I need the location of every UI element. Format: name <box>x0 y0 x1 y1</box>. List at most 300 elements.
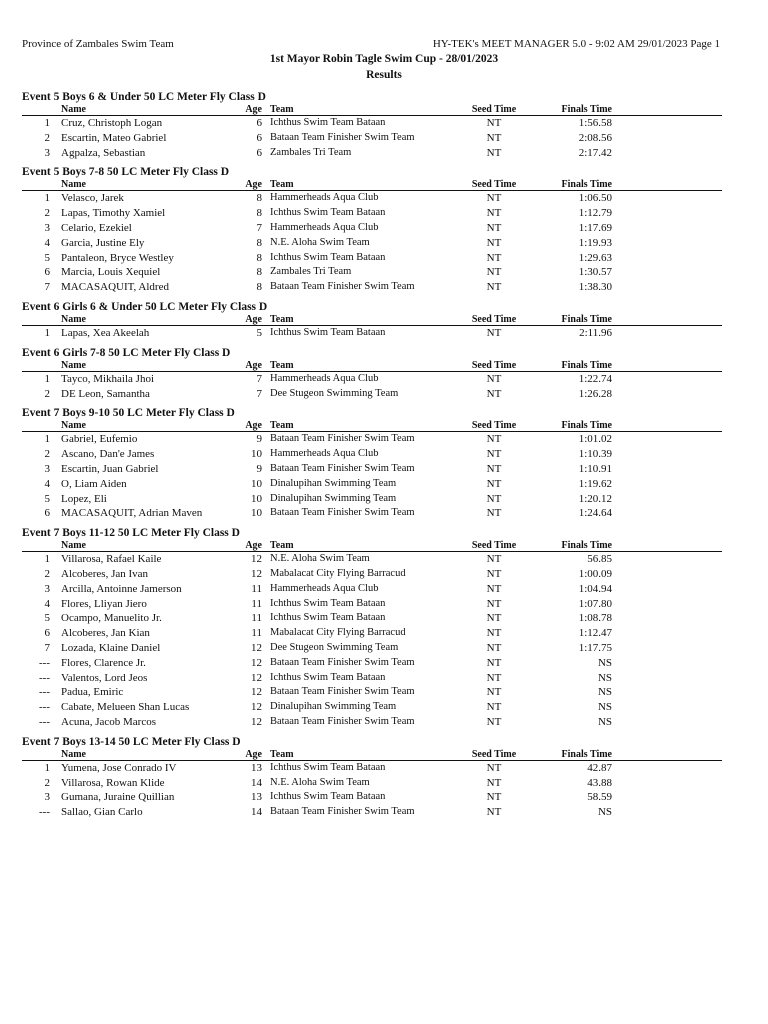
place-cell: 1 <box>44 433 50 446</box>
place-cell: 4 <box>44 597 50 610</box>
column-seed-header: Seed Time <box>471 179 517 191</box>
event-section <box>0 526 768 730</box>
team-cell: Ichthus Swim Team Bataan <box>270 251 386 263</box>
column-header <box>22 360 722 372</box>
column-name-header: Name <box>61 313 86 325</box>
table-row <box>0 326 768 341</box>
finals-time-cell: 1:17.69 <box>578 221 612 234</box>
seed-time-cell: NT <box>486 553 502 566</box>
age-cell: 12 <box>251 641 262 654</box>
team-cell: Mabalacat City Flying Barracud <box>270 567 406 579</box>
table-row <box>0 761 768 776</box>
column-seed-header: Seed Time <box>471 104 517 115</box>
table-row <box>0 116 768 131</box>
age-cell: 12 <box>251 553 262 566</box>
event-section <box>0 735 768 820</box>
column-header <box>22 420 722 432</box>
event-section <box>0 90 768 160</box>
age-cell: 9 <box>256 462 262 475</box>
age-cell: 10 <box>251 507 262 520</box>
table-row <box>0 265 768 280</box>
finals-time-cell: NS <box>597 806 612 819</box>
finals-time-cell: NS <box>597 671 612 684</box>
finals-time-cell: 1:29.63 <box>578 251 612 264</box>
seed-time-cell: NT <box>486 806 502 819</box>
column-seed-header: Seed Time <box>471 540 517 552</box>
swimmer-name-cell: Flores, Clarence Jr. <box>61 656 146 669</box>
place-cell: --- <box>39 686 50 699</box>
finals-time-cell: 1:24.64 <box>578 507 612 520</box>
team-cell: Bataan Team Finisher Swim Team <box>270 806 415 818</box>
event-section <box>0 300 768 341</box>
results-heading: Results <box>366 69 402 81</box>
table-row <box>0 671 768 686</box>
team-cell: Bataan Team Finisher Swim Team <box>270 715 415 727</box>
swimmer-name-cell: Velasco, Jarek <box>61 192 124 205</box>
age-cell: 8 <box>256 192 262 205</box>
place-cell: --- <box>39 656 50 669</box>
finals-time-cell: 1:07.80 <box>578 597 612 610</box>
place-cell: 1 <box>44 117 50 129</box>
finals-time-cell: 1:19.62 <box>578 477 612 490</box>
team-cell: Ichthus Swim Team Bataan <box>270 326 386 338</box>
place-cell: 1 <box>44 372 50 385</box>
finals-time-cell: NS <box>597 656 612 669</box>
column-age-header: Age <box>245 313 262 325</box>
seed-time-cell: NT <box>486 715 502 728</box>
place-cell: 6 <box>44 507 50 520</box>
seed-time-cell: NT <box>486 686 502 699</box>
team-cell: Bataan Team Finisher Swim Team <box>270 462 415 474</box>
column-team-header: Team <box>270 104 294 115</box>
seed-time-cell: NT <box>486 192 502 205</box>
table-row <box>0 477 768 492</box>
finals-time-cell: 2:11.96 <box>579 326 612 339</box>
place-cell: 3 <box>44 582 50 595</box>
software-info: HY-TEK's MEET MANAGER 5.0 - 9:02 AM 29/01/2023 Page 1 <box>432 38 720 50</box>
place-cell: 1 <box>44 553 50 566</box>
column-age-header: Age <box>245 748 262 760</box>
team-cell: Bataan Team Finisher Swim Team <box>270 433 415 445</box>
column-team-header: Team <box>270 359 294 371</box>
team-cell: Hammerheads Aqua Club <box>270 192 379 204</box>
meet-title: 1st Mayor Robin Tagle Swim Cup - 28/01/2023 <box>269 53 499 65</box>
seed-time-cell: NT <box>486 567 502 580</box>
column-name-header: Name <box>61 540 86 552</box>
table-row <box>0 641 768 656</box>
seed-time-cell: NT <box>486 641 502 654</box>
column-team-header: Team <box>270 179 294 191</box>
seed-time-cell: NT <box>486 701 502 714</box>
event-section <box>0 165 768 295</box>
event-title: Event 6 Girls 6 & Under 50 LC Meter Fly Class D <box>22 300 268 313</box>
finals-time-cell: 1:38.30 <box>578 281 612 294</box>
age-cell: 8 <box>256 266 262 279</box>
column-finals-header: Finals Time <box>561 313 612 325</box>
place-cell: 4 <box>44 477 50 490</box>
table-row <box>0 492 768 507</box>
swimmer-name-cell: Lozada, Klaine Daniel <box>61 641 161 654</box>
finals-time-cell: 1:56.58 <box>578 117 612 129</box>
age-cell: 11 <box>251 627 262 640</box>
place-cell: --- <box>39 806 50 819</box>
swimmer-name-cell: Alcoberes, Jan Ivan <box>61 567 149 580</box>
age-cell: 12 <box>251 671 262 684</box>
column-seed-header: Seed Time <box>471 748 517 760</box>
age-cell: 11 <box>251 582 262 595</box>
column-finals-header: Finals Time <box>561 104 612 115</box>
swimmer-name-cell: Escartin, Juan Gabriel <box>61 462 159 475</box>
age-cell: 10 <box>251 448 262 461</box>
seed-time-cell: NT <box>486 477 502 490</box>
place-cell: 3 <box>44 221 50 234</box>
team-cell: Hammerheads Aqua Club <box>270 448 379 460</box>
place-cell: 2 <box>44 387 50 400</box>
table-row <box>0 700 768 715</box>
place-cell: 6 <box>44 627 50 640</box>
finals-time-cell: 58.59 <box>587 791 612 804</box>
age-cell: 8 <box>256 236 262 249</box>
table-row <box>0 221 768 236</box>
team-cell: Mabalacat City Flying Barracud <box>270 627 406 639</box>
table-row <box>0 280 768 295</box>
seed-time-cell: NT <box>486 627 502 640</box>
finals-time-cell: 1:26.28 <box>578 387 612 400</box>
event-title: Event 5 Boys 6 & Under 50 LC Meter Fly Class D <box>22 91 266 103</box>
table-row <box>0 805 768 820</box>
finals-time-cell: 42.87 <box>587 761 612 774</box>
column-name-header: Name <box>61 420 86 432</box>
seed-time-cell: NT <box>486 117 502 129</box>
swimmer-name-cell: Villarosa, Rowan Klide <box>61 776 165 789</box>
finals-time-cell: 2:17.42 <box>578 146 612 159</box>
team-cell: Hammerheads Aqua Club <box>270 372 379 384</box>
swimmer-name-cell: Gabriel, Eufemio <box>61 433 138 446</box>
age-cell: 11 <box>251 597 262 610</box>
swimmer-name-cell: DE Leon, Samantha <box>61 387 150 400</box>
place-cell: 5 <box>44 251 50 264</box>
swimmer-name-cell: Marcia, Louis Xequiel <box>61 266 161 279</box>
table-row <box>0 432 768 447</box>
swimmer-name-cell: Alcoberes, Jan Kian <box>61 627 150 640</box>
column-team-header: Team <box>270 420 294 432</box>
finals-time-cell: NS <box>597 686 612 699</box>
column-finals-header: Finals Time <box>561 359 612 371</box>
finals-time-cell: 2:08.56 <box>578 131 612 144</box>
team-cell: N.E. Aloha Swim Team <box>270 553 370 565</box>
age-cell: 8 <box>256 281 262 294</box>
team-cell: Dinalupihan Swimming Team <box>270 477 397 489</box>
place-cell: 1 <box>44 192 50 205</box>
column-team-header: Team <box>270 313 294 325</box>
swimmer-name-cell: Acuna, Jacob Marcos <box>61 715 156 728</box>
age-cell: 6 <box>256 131 262 144</box>
seed-time-cell: NT <box>486 776 502 789</box>
place-cell: 2 <box>44 131 50 144</box>
column-age-header: Age <box>245 179 262 191</box>
swimmer-name-cell: Villarosa, Rafael Kaile <box>61 553 162 566</box>
table-row <box>0 790 768 805</box>
finals-time-cell: 1:12.79 <box>578 207 612 220</box>
seed-time-cell: NT <box>486 251 502 264</box>
finals-time-cell: 1:10.91 <box>578 462 612 475</box>
column-header <box>22 104 722 116</box>
team-cell: Ichthus Swim Team Bataan <box>270 791 386 803</box>
team-cell: Dinalupihan Swimming Team <box>270 701 397 713</box>
age-cell: 8 <box>256 207 262 220</box>
club-name: Province of Zambales Swim Team <box>22 38 174 50</box>
swimmer-name-cell: Lapas, Xea Akeelah <box>61 326 150 339</box>
team-cell: Ichthus Swim Team Bataan <box>270 671 386 683</box>
age-cell: 12 <box>251 567 262 580</box>
swimmer-name-cell: O, Liam Aiden <box>61 477 127 490</box>
age-cell: 12 <box>251 701 262 714</box>
table-row <box>0 611 768 626</box>
finals-time-cell: 1:22.74 <box>578 372 612 385</box>
table-row <box>0 236 768 251</box>
place-cell: --- <box>39 715 50 728</box>
team-cell: Bataan Team Finisher Swim Team <box>270 281 415 293</box>
seed-time-cell: NT <box>486 507 502 520</box>
place-cell: 3 <box>44 146 50 159</box>
team-cell: Bataan Team Finisher Swim Team <box>270 131 415 143</box>
finals-time-cell: 1:19.93 <box>578 236 612 249</box>
seed-time-cell: NT <box>486 326 502 339</box>
finals-time-cell: 1:04.94 <box>578 582 612 595</box>
table-row <box>0 191 768 206</box>
seed-time-cell: NT <box>486 146 502 159</box>
seed-time-cell: NT <box>486 387 502 400</box>
finals-time-cell: 1:30.57 <box>578 266 612 279</box>
finals-time-cell: NS <box>597 715 612 728</box>
finals-time-cell: 56.85 <box>587 553 612 566</box>
seed-time-cell: NT <box>486 433 502 446</box>
finals-time-cell: 1:12.47 <box>578 627 612 640</box>
swimmer-name-cell: Arcilla, Antoinne Jamerson <box>61 582 182 595</box>
swimmer-name-cell: Valentos, Lord Jeos <box>61 671 148 684</box>
age-cell: 9 <box>256 433 262 446</box>
age-cell: 14 <box>251 806 262 819</box>
seed-time-cell: NT <box>486 492 502 505</box>
table-row <box>0 552 768 567</box>
seed-time-cell: NT <box>486 236 502 249</box>
finals-time-cell: 1:01.02 <box>578 433 612 446</box>
age-cell: 7 <box>256 387 262 400</box>
column-finals-header: Finals Time <box>561 420 612 432</box>
seed-time-cell: NT <box>486 221 502 234</box>
place-cell: 2 <box>44 448 50 461</box>
seed-time-cell: NT <box>486 761 502 774</box>
table-row <box>0 447 768 462</box>
seed-time-cell: NT <box>486 266 502 279</box>
swimmer-name-cell: Gumana, Juraine Quillian <box>61 791 175 804</box>
table-row <box>0 387 768 402</box>
column-finals-header: Finals Time <box>561 540 612 552</box>
column-name-header: Name <box>61 359 86 371</box>
age-cell: 10 <box>251 492 262 505</box>
place-cell: 2 <box>44 567 50 580</box>
swimmer-name-cell: MACASAQUIT, Adrian Maven <box>61 507 203 520</box>
swimmer-name-cell: Agpalza, Sebastian <box>61 146 146 159</box>
table-row <box>0 715 768 730</box>
age-cell: 12 <box>251 715 262 728</box>
column-seed-header: Seed Time <box>471 313 517 325</box>
place-cell: 7 <box>44 281 50 294</box>
event-title: Event 6 Girls 7-8 50 LC Meter Fly Class D <box>22 346 231 359</box>
swimmer-name-cell: Padua, Emiric <box>61 686 124 699</box>
place-cell: 7 <box>44 641 50 654</box>
seed-time-cell: NT <box>486 582 502 595</box>
table-row <box>0 626 768 641</box>
swimmer-name-cell: Lopez, Eli <box>61 492 107 505</box>
team-cell: Ichthus Swim Team Bataan <box>270 597 386 609</box>
team-cell: Bataan Team Finisher Swim Team <box>270 656 415 668</box>
finals-time-cell: 1:08.78 <box>578 612 612 625</box>
age-cell: 6 <box>256 117 262 129</box>
column-header <box>22 749 722 761</box>
column-seed-header: Seed Time <box>471 359 517 371</box>
seed-time-cell: NT <box>486 597 502 610</box>
seed-time-cell: NT <box>486 281 502 294</box>
place-cell: 3 <box>44 791 50 804</box>
column-age-header: Age <box>245 420 262 432</box>
column-name-header: Name <box>61 179 86 191</box>
event-section <box>0 406 768 521</box>
event-title: Event 5 Boys 7-8 50 LC Meter Fly Class D <box>22 166 230 179</box>
team-cell: Dee Stugeon Swimming Team <box>270 387 399 399</box>
age-cell: 13 <box>251 761 262 774</box>
team-cell: Hammerheads Aqua Club <box>270 221 379 233</box>
finals-time-cell: 1:20.12 <box>578 492 612 505</box>
team-cell: Ichthus Swim Team Bataan <box>270 117 386 128</box>
age-cell: 8 <box>256 251 262 264</box>
event-title: Event 7 Boys 11-12 50 LC Meter Fly Class D <box>22 527 240 540</box>
table-row <box>0 146 768 161</box>
swimmer-name-cell: Tayco, Mikhaila Jhoi <box>61 372 155 385</box>
finals-time-cell: 1:00.09 <box>578 567 612 580</box>
place-cell: 5 <box>44 612 50 625</box>
table-row <box>0 131 768 146</box>
swimmer-name-cell: Garcia, Justine Ely <box>61 236 145 249</box>
column-finals-header: Finals Time <box>561 179 612 191</box>
finals-time-cell: 1:17.75 <box>578 641 612 654</box>
finals-time-cell: 43.88 <box>587 776 612 789</box>
swimmer-name-cell: MACASAQUIT, Aldred <box>61 281 169 294</box>
team-cell: Ichthus Swim Team Bataan <box>270 761 386 773</box>
column-seed-header: Seed Time <box>471 420 517 432</box>
column-name-header: Name <box>61 748 86 760</box>
age-cell: 7 <box>256 221 262 234</box>
age-cell: 7 <box>256 372 262 385</box>
swimmer-name-cell: Cabate, Melueen Shan Lucas <box>61 701 190 714</box>
column-header <box>22 179 722 191</box>
column-age-header: Age <box>245 540 262 552</box>
seed-time-cell: NT <box>486 671 502 684</box>
age-cell: 5 <box>256 326 262 339</box>
column-finals-header: Finals Time <box>561 748 612 760</box>
place-cell: --- <box>39 671 50 684</box>
swimmer-name-cell: Sallao, Gian Carlo <box>61 806 143 819</box>
table-row <box>0 597 768 612</box>
seed-time-cell: NT <box>486 612 502 625</box>
column-age-header: Age <box>245 104 262 115</box>
team-cell: Dee Stugeon Swimming Team <box>270 641 399 653</box>
team-cell: Ichthus Swim Team Bataan <box>270 207 386 219</box>
column-header <box>22 314 722 326</box>
team-cell: Bataan Team Finisher Swim Team <box>270 507 415 519</box>
team-cell: Bataan Team Finisher Swim Team <box>270 686 415 698</box>
table-row <box>0 567 768 582</box>
table-row <box>0 582 768 597</box>
age-cell: 10 <box>251 477 262 490</box>
place-cell: 1 <box>44 761 50 774</box>
finals-time-cell: 1:06.50 <box>578 192 612 205</box>
event-title: Event 7 Boys 9-10 50 LC Meter Fly Class D <box>22 407 235 420</box>
place-cell: 5 <box>44 492 50 505</box>
finals-time-cell: NS <box>597 701 612 714</box>
age-cell: 12 <box>251 656 262 669</box>
column-name-header: Name <box>61 104 86 115</box>
swimmer-name-cell: Pantaleon, Bryce Westley <box>61 251 174 264</box>
team-cell: Zambales Tri Team <box>270 146 352 158</box>
age-cell: 6 <box>256 146 262 159</box>
finals-time-cell: 1:10.39 <box>578 448 612 461</box>
events-list <box>0 90 768 825</box>
place-cell: 6 <box>44 266 50 279</box>
team-cell: N.E. Aloha Swim Team <box>270 776 370 788</box>
swimmer-name-cell: Lapas, Timothy Xamiel <box>61 207 166 220</box>
swimmer-name-cell: Yumena, Jose Conrado IV <box>61 761 177 774</box>
column-age-header: Age <box>245 359 262 371</box>
swimmer-name-cell: Ocampo, Manuelito Jr. <box>61 612 162 625</box>
table-row <box>0 372 768 387</box>
event-title: Event 7 Boys 13-14 50 LC Meter Fly Class D <box>22 735 241 748</box>
team-cell: Zambales Tri Team <box>270 266 352 278</box>
age-cell: 12 <box>251 686 262 699</box>
age-cell: 13 <box>251 791 262 804</box>
table-row <box>0 251 768 266</box>
seed-time-cell: NT <box>486 207 502 220</box>
seed-time-cell: NT <box>486 462 502 475</box>
column-team-header: Team <box>270 748 294 760</box>
place-cell: 4 <box>44 236 50 249</box>
column-team-header: Team <box>270 540 294 552</box>
seed-time-cell: NT <box>486 448 502 461</box>
event-section <box>0 346 768 402</box>
team-cell: Dinalupihan Swimming Team <box>270 492 397 504</box>
seed-time-cell: NT <box>486 372 502 385</box>
seed-time-cell: NT <box>486 656 502 669</box>
place-cell: 2 <box>44 776 50 789</box>
seed-time-cell: NT <box>486 791 502 804</box>
seed-time-cell: NT <box>486 131 502 144</box>
swimmer-name-cell: Escartin, Mateo Gabriel <box>61 131 167 144</box>
table-row <box>0 685 768 700</box>
age-cell: 14 <box>251 776 262 789</box>
table-row <box>0 506 768 521</box>
swimmer-name-cell: Ascano, Dan'e James <box>61 448 155 461</box>
swimmer-name-cell: Celario, Ezekiel <box>61 221 132 234</box>
team-cell: Ichthus Swim Team Bataan <box>270 612 386 624</box>
table-row <box>0 206 768 221</box>
swimmer-name-cell: Flores, Lliyan Jiero <box>61 597 147 610</box>
age-cell: 11 <box>251 612 262 625</box>
column-header <box>22 540 722 552</box>
place-cell: 1 <box>44 326 50 339</box>
team-cell: Hammerheads Aqua Club <box>270 582 379 594</box>
place-cell: --- <box>39 701 50 714</box>
table-row <box>0 656 768 671</box>
